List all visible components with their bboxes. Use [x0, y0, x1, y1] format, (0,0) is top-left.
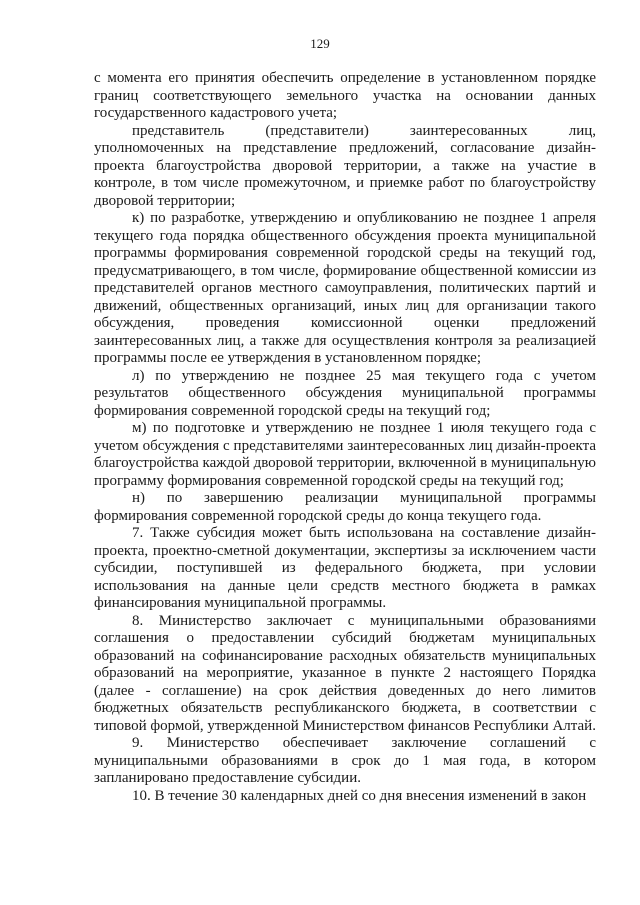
paragraph-4: л) по утверждению не позднее 25 мая текущего года с учетом результатов общественного обсуждения муниципальной программы формирования современной городской среды на текущий год;	[94, 367, 596, 419]
paragraph-5: м) по подготовке и утверждению не позднее 1 июля текущего года с учетом обсуждения с представителями заинтересованных лиц дизайн-проекта благоустройства каждой дворовой территории, включенной в муниципальную программу формирования современной городской среды на текущий год;	[94, 420, 596, 489]
paragraph-6: н) по завершению реализации муниципальной программы формирования современной городской среды до конца текущего года.	[94, 490, 596, 524]
paragraph-7: 7. Также субсидия может быть использована на составление дизайн-проекта, проектно-сметной документации, экспертизы за исключением части субсидии, поступившей из федерального бюджета, при условии использования на данные цели средств местного бюджета в рамках финансирования муниципальной программы.	[94, 525, 596, 611]
paragraph-10: 10. В течение 30 календарных дней со дня внесения изменений в закон	[132, 787, 587, 804]
page-number: 129	[310, 36, 330, 51]
paragraph-8: 8. Министерство заключает с муниципальными образованиями соглашения о предоставлении субсидий бюджетам муниципальных образований на софинансирование расходных обязательств муниципальных образований на мероприятие, указанное в пункте 2 настоящего Порядка (далее - соглашение) на срок действия доведенных до него лимитов бюджетных обязательств республиканского бюджета, в соответствии с типовой формой, утвержденной Министерством финансов Республики Алтай.	[94, 612, 596, 734]
paragraph-9: 9. Министерство обеспечивает заключение соглашений с муниципальными образованиями в срок до 1 мая года, в котором запланировано предоставление субсидии.	[94, 735, 596, 786]
paragraph-3: к) по разработке, утверждению и опубликованию не позднее 1 апреля текущего года порядка общественного обсуждения проекта муниципальной программы формирования современной городской среды на текущий год, предусматривающего, в том числе, формирование общественной комиссии из представителей органов местного самоуправления, политических партий и движений, общественных организаций, иных лиц для организации такого обсуждения, проведения комиссионной оценки предложений заинтересованных лиц, а также для осуществления контроля за реализацией программы после ее утверждения в установленном порядке;	[94, 210, 596, 366]
paragraph-2: представитель (представители) заинтересованных лиц, уполномоченных на представление предложений, согласование дизайн-проекта благоустройства дворовой территории, а также на участие в контроле, в том числе промежуточном, и приемке работ по благоустройству дворовой территории;	[94, 122, 596, 209]
document-body	[94, 70, 596, 805]
paragraph-1: с момента его принятия обеспечить определение в установленном порядке границ соответствующего земельного участка на основании данных государственного кадастрового учета;	[94, 70, 596, 121]
